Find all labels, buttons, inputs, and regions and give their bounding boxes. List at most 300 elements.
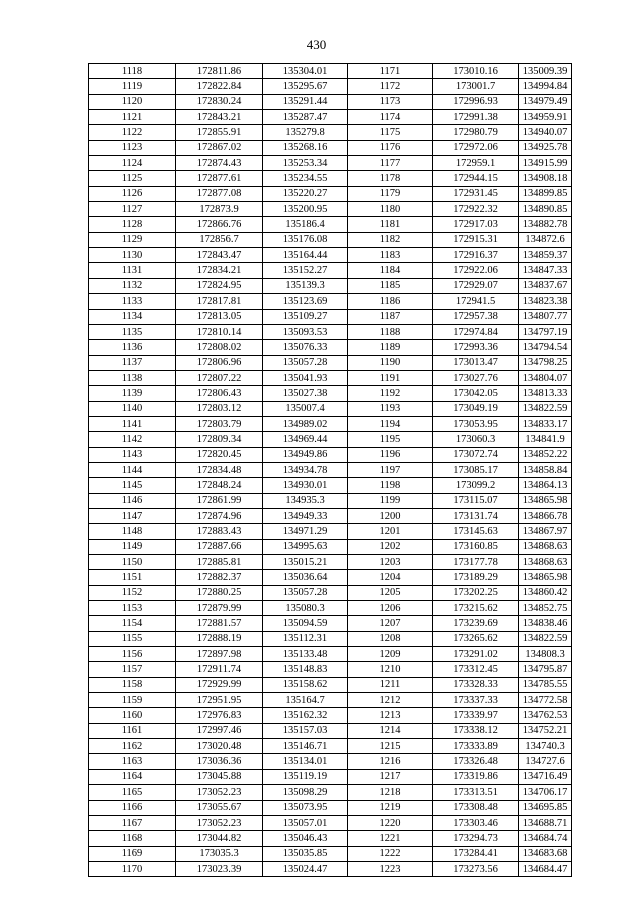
- point-number-left-cell: 1166: [89, 800, 176, 815]
- x-coordinate-right-cell: 172972.06: [433, 140, 519, 155]
- table-row: [89, 386, 572, 401]
- point-number-right-cell: 1194: [348, 416, 433, 431]
- y-coordinate-left-cell: 135093.53: [263, 324, 348, 339]
- point-number-right-cell: 1192: [348, 386, 433, 401]
- x-coordinate-left-cell: 172879.99: [176, 601, 263, 616]
- x-coordinate-left-cell: 172830.24: [176, 94, 263, 109]
- point-number-right-cell: 1214: [348, 723, 433, 738]
- point-number-right-cell: 1177: [348, 156, 433, 171]
- y-coordinate-left-cell: 135164.44: [263, 248, 348, 263]
- point-number-right-cell: 1176: [348, 140, 433, 155]
- x-coordinate-right-cell: 173027.76: [433, 370, 519, 385]
- table-row: [89, 754, 572, 769]
- point-number-left-cell: 1140: [89, 401, 176, 416]
- y-coordinate-left-cell: 135148.83: [263, 662, 348, 677]
- x-coordinate-right-cell: 172941.5: [433, 294, 519, 309]
- table-row: [89, 846, 572, 861]
- y-coordinate-right-cell: 134852.22: [519, 447, 572, 462]
- table-row: [89, 309, 572, 324]
- x-coordinate-right-cell: 173313.51: [433, 785, 519, 800]
- point-number-left-cell: 1161: [89, 723, 176, 738]
- x-coordinate-right-cell: 172916.37: [433, 248, 519, 263]
- point-number-right-cell: 1188: [348, 324, 433, 339]
- x-coordinate-right-cell: 172991.38: [433, 110, 519, 125]
- y-coordinate-right-cell: 134858.84: [519, 462, 572, 477]
- y-coordinate-right-cell: 134684.47: [519, 861, 572, 876]
- table-row: [89, 677, 572, 692]
- table-row: [89, 478, 572, 493]
- table-row: [89, 416, 572, 431]
- y-coordinate-left-cell: 135295.67: [263, 79, 348, 94]
- point-number-left-cell: 1142: [89, 432, 176, 447]
- point-number-right-cell: 1217: [348, 769, 433, 784]
- table-row: [89, 800, 572, 815]
- point-number-right-cell: 1186: [348, 294, 433, 309]
- y-coordinate-right-cell: 134865.98: [519, 493, 572, 508]
- x-coordinate-right-cell: 173308.48: [433, 800, 519, 815]
- y-coordinate-left-cell: 135073.95: [263, 800, 348, 815]
- x-coordinate-right-cell: 173215.62: [433, 601, 519, 616]
- y-coordinate-left-cell: 135109.27: [263, 309, 348, 324]
- point-number-left-cell: 1135: [89, 324, 176, 339]
- point-number-right-cell: 1178: [348, 171, 433, 186]
- y-coordinate-right-cell: 134994.84: [519, 79, 572, 94]
- x-coordinate-left-cell: 172820.45: [176, 447, 263, 462]
- point-number-right-cell: 1221: [348, 831, 433, 846]
- y-coordinate-right-cell: 134837.67: [519, 278, 572, 293]
- table-row: [89, 432, 572, 447]
- y-coordinate-right-cell: 134727.6: [519, 754, 572, 769]
- y-coordinate-right-cell: 134823.38: [519, 294, 572, 309]
- x-coordinate-right-cell: 172917.03: [433, 217, 519, 232]
- x-coordinate-left-cell: 172976.83: [176, 708, 263, 723]
- y-coordinate-right-cell: 134868.63: [519, 555, 572, 570]
- point-number-left-cell: 1125: [89, 171, 176, 186]
- y-coordinate-right-cell: 135009.39: [519, 64, 572, 79]
- y-coordinate-right-cell: 134808.3: [519, 647, 572, 662]
- y-coordinate-left-cell: 135112.31: [263, 631, 348, 646]
- table-row: [89, 64, 572, 79]
- point-number-right-cell: 1218: [348, 785, 433, 800]
- x-coordinate-right-cell: 172922.06: [433, 263, 519, 278]
- x-coordinate-right-cell: 173319.86: [433, 769, 519, 784]
- point-number-left-cell: 1147: [89, 508, 176, 523]
- x-coordinate-left-cell: 172824.95: [176, 278, 263, 293]
- table-row: [89, 601, 572, 616]
- table-row: [89, 217, 572, 232]
- x-coordinate-left-cell: 172888.19: [176, 631, 263, 646]
- y-coordinate-right-cell: 134860.42: [519, 585, 572, 600]
- point-number-right-cell: 1179: [348, 186, 433, 201]
- y-coordinate-right-cell: 134841.9: [519, 432, 572, 447]
- y-coordinate-left-cell: 135094.59: [263, 616, 348, 631]
- x-coordinate-right-cell: 173337.33: [433, 693, 519, 708]
- y-coordinate-left-cell: 135157.03: [263, 723, 348, 738]
- x-coordinate-right-cell: 172996.93: [433, 94, 519, 109]
- y-coordinate-right-cell: 134684.74: [519, 831, 572, 846]
- point-number-right-cell: 1180: [348, 202, 433, 217]
- x-coordinate-left-cell: 172843.21: [176, 110, 263, 125]
- point-number-right-cell: 1171: [348, 64, 433, 79]
- y-coordinate-right-cell: 134683.68: [519, 846, 572, 861]
- y-coordinate-right-cell: 134899.85: [519, 186, 572, 201]
- x-coordinate-left-cell: 173044.82: [176, 831, 263, 846]
- x-coordinate-right-cell: 173326.48: [433, 754, 519, 769]
- x-coordinate-left-cell: 172807.22: [176, 370, 263, 385]
- point-number-right-cell: 1203: [348, 555, 433, 570]
- x-coordinate-left-cell: 172882.37: [176, 570, 263, 585]
- table-row: [89, 294, 572, 309]
- x-coordinate-right-cell: 173328.33: [433, 677, 519, 692]
- y-coordinate-right-cell: 134979.49: [519, 94, 572, 109]
- table-row: [89, 831, 572, 846]
- point-number-left-cell: 1146: [89, 493, 176, 508]
- y-coordinate-left-cell: 135036.64: [263, 570, 348, 585]
- y-coordinate-left-cell: 135027.38: [263, 386, 348, 401]
- point-number-left-cell: 1155: [89, 631, 176, 646]
- y-coordinate-right-cell: 134797.19: [519, 324, 572, 339]
- x-coordinate-right-cell: 173131.74: [433, 508, 519, 523]
- x-coordinate-right-cell: 173049.19: [433, 401, 519, 416]
- y-coordinate-right-cell: 134859.37: [519, 248, 572, 263]
- table-row: [89, 508, 572, 523]
- x-coordinate-left-cell: 172929.99: [176, 677, 263, 692]
- x-coordinate-right-cell: 173339.97: [433, 708, 519, 723]
- y-coordinate-left-cell: 135076.33: [263, 340, 348, 355]
- x-coordinate-right-cell: 173202.25: [433, 585, 519, 600]
- y-coordinate-right-cell: 134959.91: [519, 110, 572, 125]
- table-row: [89, 539, 572, 554]
- x-coordinate-right-cell: 172980.79: [433, 125, 519, 140]
- point-number-right-cell: 1209: [348, 647, 433, 662]
- x-coordinate-left-cell: 172897.98: [176, 647, 263, 662]
- x-coordinate-left-cell: 172803.12: [176, 401, 263, 416]
- y-coordinate-right-cell: 134866.78: [519, 508, 572, 523]
- x-coordinate-left-cell: 172874.96: [176, 508, 263, 523]
- x-coordinate-left-cell: 172951.95: [176, 693, 263, 708]
- point-number-left-cell: 1152: [89, 585, 176, 600]
- point-number-right-cell: 1181: [348, 217, 433, 232]
- y-coordinate-left-cell: 134934.78: [263, 462, 348, 477]
- table-row: [89, 815, 572, 830]
- y-coordinate-right-cell: 134752.21: [519, 723, 572, 738]
- x-coordinate-left-cell: 172806.96: [176, 355, 263, 370]
- y-coordinate-right-cell: 134772.58: [519, 693, 572, 708]
- table-row: [89, 570, 572, 585]
- y-coordinate-left-cell: 134995.63: [263, 539, 348, 554]
- point-number-right-cell: 1210: [348, 662, 433, 677]
- x-coordinate-left-cell: 173055.67: [176, 800, 263, 815]
- x-coordinate-left-cell: 172867.02: [176, 140, 263, 155]
- y-coordinate-right-cell: 134940.07: [519, 125, 572, 140]
- point-number-left-cell: 1170: [89, 861, 176, 876]
- table-row: [89, 125, 572, 140]
- table-row: [89, 232, 572, 247]
- y-coordinate-right-cell: 134847.33: [519, 263, 572, 278]
- y-coordinate-left-cell: 134949.86: [263, 447, 348, 462]
- point-number-left-cell: 1129: [89, 232, 176, 247]
- point-number-right-cell: 1175: [348, 125, 433, 140]
- x-coordinate-left-cell: 172997.46: [176, 723, 263, 738]
- y-coordinate-right-cell: 134706.17: [519, 785, 572, 800]
- point-number-right-cell: 1187: [348, 309, 433, 324]
- x-coordinate-right-cell: 173303.46: [433, 815, 519, 830]
- point-number-right-cell: 1215: [348, 739, 433, 754]
- point-number-left-cell: 1144: [89, 462, 176, 477]
- y-coordinate-left-cell: 135176.08: [263, 232, 348, 247]
- x-coordinate-left-cell: 172808.02: [176, 340, 263, 355]
- table-row: [89, 493, 572, 508]
- point-number-right-cell: 1205: [348, 585, 433, 600]
- y-coordinate-left-cell: 135035.85: [263, 846, 348, 861]
- point-number-left-cell: 1157: [89, 662, 176, 677]
- point-number-right-cell: 1199: [348, 493, 433, 508]
- y-coordinate-right-cell: 134794.54: [519, 340, 572, 355]
- table-row: [89, 769, 572, 784]
- y-coordinate-right-cell: 134822.59: [519, 401, 572, 416]
- point-number-left-cell: 1122: [89, 125, 176, 140]
- point-number-left-cell: 1160: [89, 708, 176, 723]
- x-coordinate-right-cell: 173294.73: [433, 831, 519, 846]
- x-coordinate-right-cell: 172929.07: [433, 278, 519, 293]
- table-row: [89, 555, 572, 570]
- x-coordinate-left-cell: 172855.91: [176, 125, 263, 140]
- x-coordinate-left-cell: 172834.21: [176, 263, 263, 278]
- x-coordinate-left-cell: 172881.57: [176, 616, 263, 631]
- y-coordinate-right-cell: 134813.33: [519, 386, 572, 401]
- point-number-right-cell: 1207: [348, 616, 433, 631]
- table-row: [89, 861, 572, 876]
- point-number-right-cell: 1184: [348, 263, 433, 278]
- point-number-left-cell: 1141: [89, 416, 176, 431]
- table-row: [89, 248, 572, 263]
- y-coordinate-right-cell: 134688.71: [519, 815, 572, 830]
- point-number-left-cell: 1123: [89, 140, 176, 155]
- x-coordinate-left-cell: 172877.61: [176, 171, 263, 186]
- y-coordinate-right-cell: 134798.25: [519, 355, 572, 370]
- y-coordinate-left-cell: 135287.47: [263, 110, 348, 125]
- y-coordinate-left-cell: 135007.4: [263, 401, 348, 416]
- y-coordinate-right-cell: 134872.6: [519, 232, 572, 247]
- x-coordinate-right-cell: 173145.63: [433, 524, 519, 539]
- point-number-right-cell: 1189: [348, 340, 433, 355]
- x-coordinate-left-cell: 173020.48: [176, 739, 263, 754]
- page-number: 430: [306, 37, 327, 52]
- table-row: [89, 524, 572, 539]
- table-row: [89, 447, 572, 462]
- x-coordinate-right-cell: 173053.95: [433, 416, 519, 431]
- y-coordinate-right-cell: 134785.55: [519, 677, 572, 692]
- coordinates-table-body: [89, 64, 572, 877]
- point-number-left-cell: 1133: [89, 294, 176, 309]
- y-coordinate-right-cell: 134882.78: [519, 217, 572, 232]
- x-coordinate-left-cell: 172803.79: [176, 416, 263, 431]
- table-row: [89, 370, 572, 385]
- x-coordinate-left-cell: 172848.24: [176, 478, 263, 493]
- point-number-left-cell: 1136: [89, 340, 176, 355]
- point-number-right-cell: 1201: [348, 524, 433, 539]
- point-number-left-cell: 1130: [89, 248, 176, 263]
- x-coordinate-left-cell: 172856.7: [176, 232, 263, 247]
- x-coordinate-left-cell: 173036.36: [176, 754, 263, 769]
- y-coordinate-left-cell: 135268.16: [263, 140, 348, 155]
- x-coordinate-right-cell: 173060.3: [433, 432, 519, 447]
- x-coordinate-left-cell: 172877.08: [176, 186, 263, 201]
- x-coordinate-left-cell: 172885.81: [176, 555, 263, 570]
- y-coordinate-left-cell: 135133.48: [263, 647, 348, 662]
- y-coordinate-left-cell: 135015.21: [263, 555, 348, 570]
- y-coordinate-right-cell: 134795.87: [519, 662, 572, 677]
- x-coordinate-left-cell: 172834.48: [176, 462, 263, 477]
- x-coordinate-right-cell: 173085.17: [433, 462, 519, 477]
- y-coordinate-left-cell: 135304.01: [263, 64, 348, 79]
- point-number-left-cell: 1158: [89, 677, 176, 692]
- x-coordinate-left-cell: 173052.23: [176, 785, 263, 800]
- table-row: [89, 263, 572, 278]
- y-coordinate-left-cell: 135220.27: [263, 186, 348, 201]
- y-coordinate-left-cell: 135123.69: [263, 294, 348, 309]
- point-number-left-cell: 1120: [89, 94, 176, 109]
- point-number-right-cell: 1183: [348, 248, 433, 263]
- y-coordinate-left-cell: 135024.47: [263, 861, 348, 876]
- y-coordinate-left-cell: 135057.01: [263, 815, 348, 830]
- table-row: [89, 140, 572, 155]
- point-number-right-cell: 1202: [348, 539, 433, 554]
- y-coordinate-left-cell: 135080.3: [263, 601, 348, 616]
- x-coordinate-left-cell: 172809.34: [176, 432, 263, 447]
- x-coordinate-right-cell: 173099.2: [433, 478, 519, 493]
- point-number-left-cell: 1162: [89, 739, 176, 754]
- y-coordinate-left-cell: 135041.93: [263, 370, 348, 385]
- point-number-right-cell: 1196: [348, 447, 433, 462]
- point-number-right-cell: 1185: [348, 278, 433, 293]
- y-coordinate-right-cell: 134807.77: [519, 309, 572, 324]
- y-coordinate-left-cell: 135152.27: [263, 263, 348, 278]
- point-number-left-cell: 1150: [89, 555, 176, 570]
- x-coordinate-right-cell: 172915.31: [433, 232, 519, 247]
- table-row: [89, 79, 572, 94]
- point-number-right-cell: 1222: [348, 846, 433, 861]
- point-number-right-cell: 1172: [348, 79, 433, 94]
- point-number-right-cell: 1198: [348, 478, 433, 493]
- table-row: [89, 647, 572, 662]
- y-coordinate-right-cell: 134833.17: [519, 416, 572, 431]
- table-row: [89, 401, 572, 416]
- x-coordinate-right-cell: 173010.16: [433, 64, 519, 79]
- point-number-right-cell: 1212: [348, 693, 433, 708]
- y-coordinate-right-cell: 134716.49: [519, 769, 572, 784]
- point-number-right-cell: 1182: [348, 232, 433, 247]
- table-row: [89, 156, 572, 171]
- y-coordinate-left-cell: 135146.71: [263, 739, 348, 754]
- point-number-right-cell: 1173: [348, 94, 433, 109]
- point-number-left-cell: 1163: [89, 754, 176, 769]
- x-coordinate-left-cell: 172880.25: [176, 585, 263, 600]
- point-number-right-cell: 1174: [348, 110, 433, 125]
- table-row: [89, 186, 572, 201]
- y-coordinate-right-cell: 134868.63: [519, 539, 572, 554]
- point-number-left-cell: 1143: [89, 447, 176, 462]
- point-number-left-cell: 1164: [89, 769, 176, 784]
- x-coordinate-left-cell: 172813.05: [176, 309, 263, 324]
- x-coordinate-right-cell: 173291.02: [433, 647, 519, 662]
- point-number-right-cell: 1190: [348, 355, 433, 370]
- y-coordinate-left-cell: 135098.29: [263, 785, 348, 800]
- point-number-right-cell: 1208: [348, 631, 433, 646]
- y-coordinate-left-cell: 135186.4: [263, 217, 348, 232]
- y-coordinate-left-cell: 135279.8: [263, 125, 348, 140]
- table-row: [89, 110, 572, 125]
- x-coordinate-left-cell: 172822.84: [176, 79, 263, 94]
- x-coordinate-left-cell: 172911.74: [176, 662, 263, 677]
- y-coordinate-right-cell: 134890.85: [519, 202, 572, 217]
- point-number-left-cell: 1169: [89, 846, 176, 861]
- point-number-right-cell: 1211: [348, 677, 433, 692]
- point-number-left-cell: 1156: [89, 647, 176, 662]
- table-row: [89, 739, 572, 754]
- point-number-left-cell: 1128: [89, 217, 176, 232]
- x-coordinate-right-cell: 172959.1: [433, 156, 519, 171]
- y-coordinate-left-cell: 135119.19: [263, 769, 348, 784]
- y-coordinate-right-cell: 134822.59: [519, 631, 572, 646]
- x-coordinate-left-cell: 172873.9: [176, 202, 263, 217]
- point-number-left-cell: 1153: [89, 601, 176, 616]
- table-row: [89, 616, 572, 631]
- y-coordinate-left-cell: 135162.32: [263, 708, 348, 723]
- point-number-right-cell: 1213: [348, 708, 433, 723]
- x-coordinate-left-cell: 173052.23: [176, 815, 263, 830]
- y-coordinate-right-cell: 134925.78: [519, 140, 572, 155]
- point-number-left-cell: 1127: [89, 202, 176, 217]
- y-coordinate-left-cell: 134989.02: [263, 416, 348, 431]
- y-coordinate-right-cell: 134867.97: [519, 524, 572, 539]
- point-number-left-cell: 1119: [89, 79, 176, 94]
- point-number-right-cell: 1219: [348, 800, 433, 815]
- x-coordinate-right-cell: 172944.15: [433, 171, 519, 186]
- y-coordinate-left-cell: 135158.62: [263, 677, 348, 692]
- x-coordinate-right-cell: 172993.36: [433, 340, 519, 355]
- point-number-right-cell: 1220: [348, 815, 433, 830]
- y-coordinate-left-cell: 134969.44: [263, 432, 348, 447]
- point-number-right-cell: 1193: [348, 401, 433, 416]
- x-coordinate-right-cell: 173284.41: [433, 846, 519, 861]
- x-coordinate-left-cell: 172811.86: [176, 64, 263, 79]
- y-coordinate-left-cell: 135134.01: [263, 754, 348, 769]
- table-row: [89, 708, 572, 723]
- point-number-right-cell: 1206: [348, 601, 433, 616]
- x-coordinate-right-cell: 173042.05: [433, 386, 519, 401]
- point-number-left-cell: 1151: [89, 570, 176, 585]
- point-number-left-cell: 1118: [89, 64, 176, 79]
- table-row: [89, 585, 572, 600]
- x-coordinate-right-cell: 173013.47: [433, 355, 519, 370]
- y-coordinate-left-cell: 135200.95: [263, 202, 348, 217]
- table-row: [89, 662, 572, 677]
- y-coordinate-right-cell: 134864.13: [519, 478, 572, 493]
- x-coordinate-left-cell: 173023.39: [176, 861, 263, 876]
- y-coordinate-left-cell: 135139.3: [263, 278, 348, 293]
- point-number-left-cell: 1131: [89, 263, 176, 278]
- point-number-right-cell: 1191: [348, 370, 433, 385]
- point-number-left-cell: 1124: [89, 156, 176, 171]
- x-coordinate-left-cell: 172883.43: [176, 524, 263, 539]
- point-number-left-cell: 1148: [89, 524, 176, 539]
- x-coordinate-right-cell: 173115.07: [433, 493, 519, 508]
- y-coordinate-right-cell: 134740.3: [519, 739, 572, 754]
- y-coordinate-right-cell: 134695.85: [519, 800, 572, 815]
- x-coordinate-right-cell: 172931.45: [433, 186, 519, 201]
- x-coordinate-left-cell: 172887.66: [176, 539, 263, 554]
